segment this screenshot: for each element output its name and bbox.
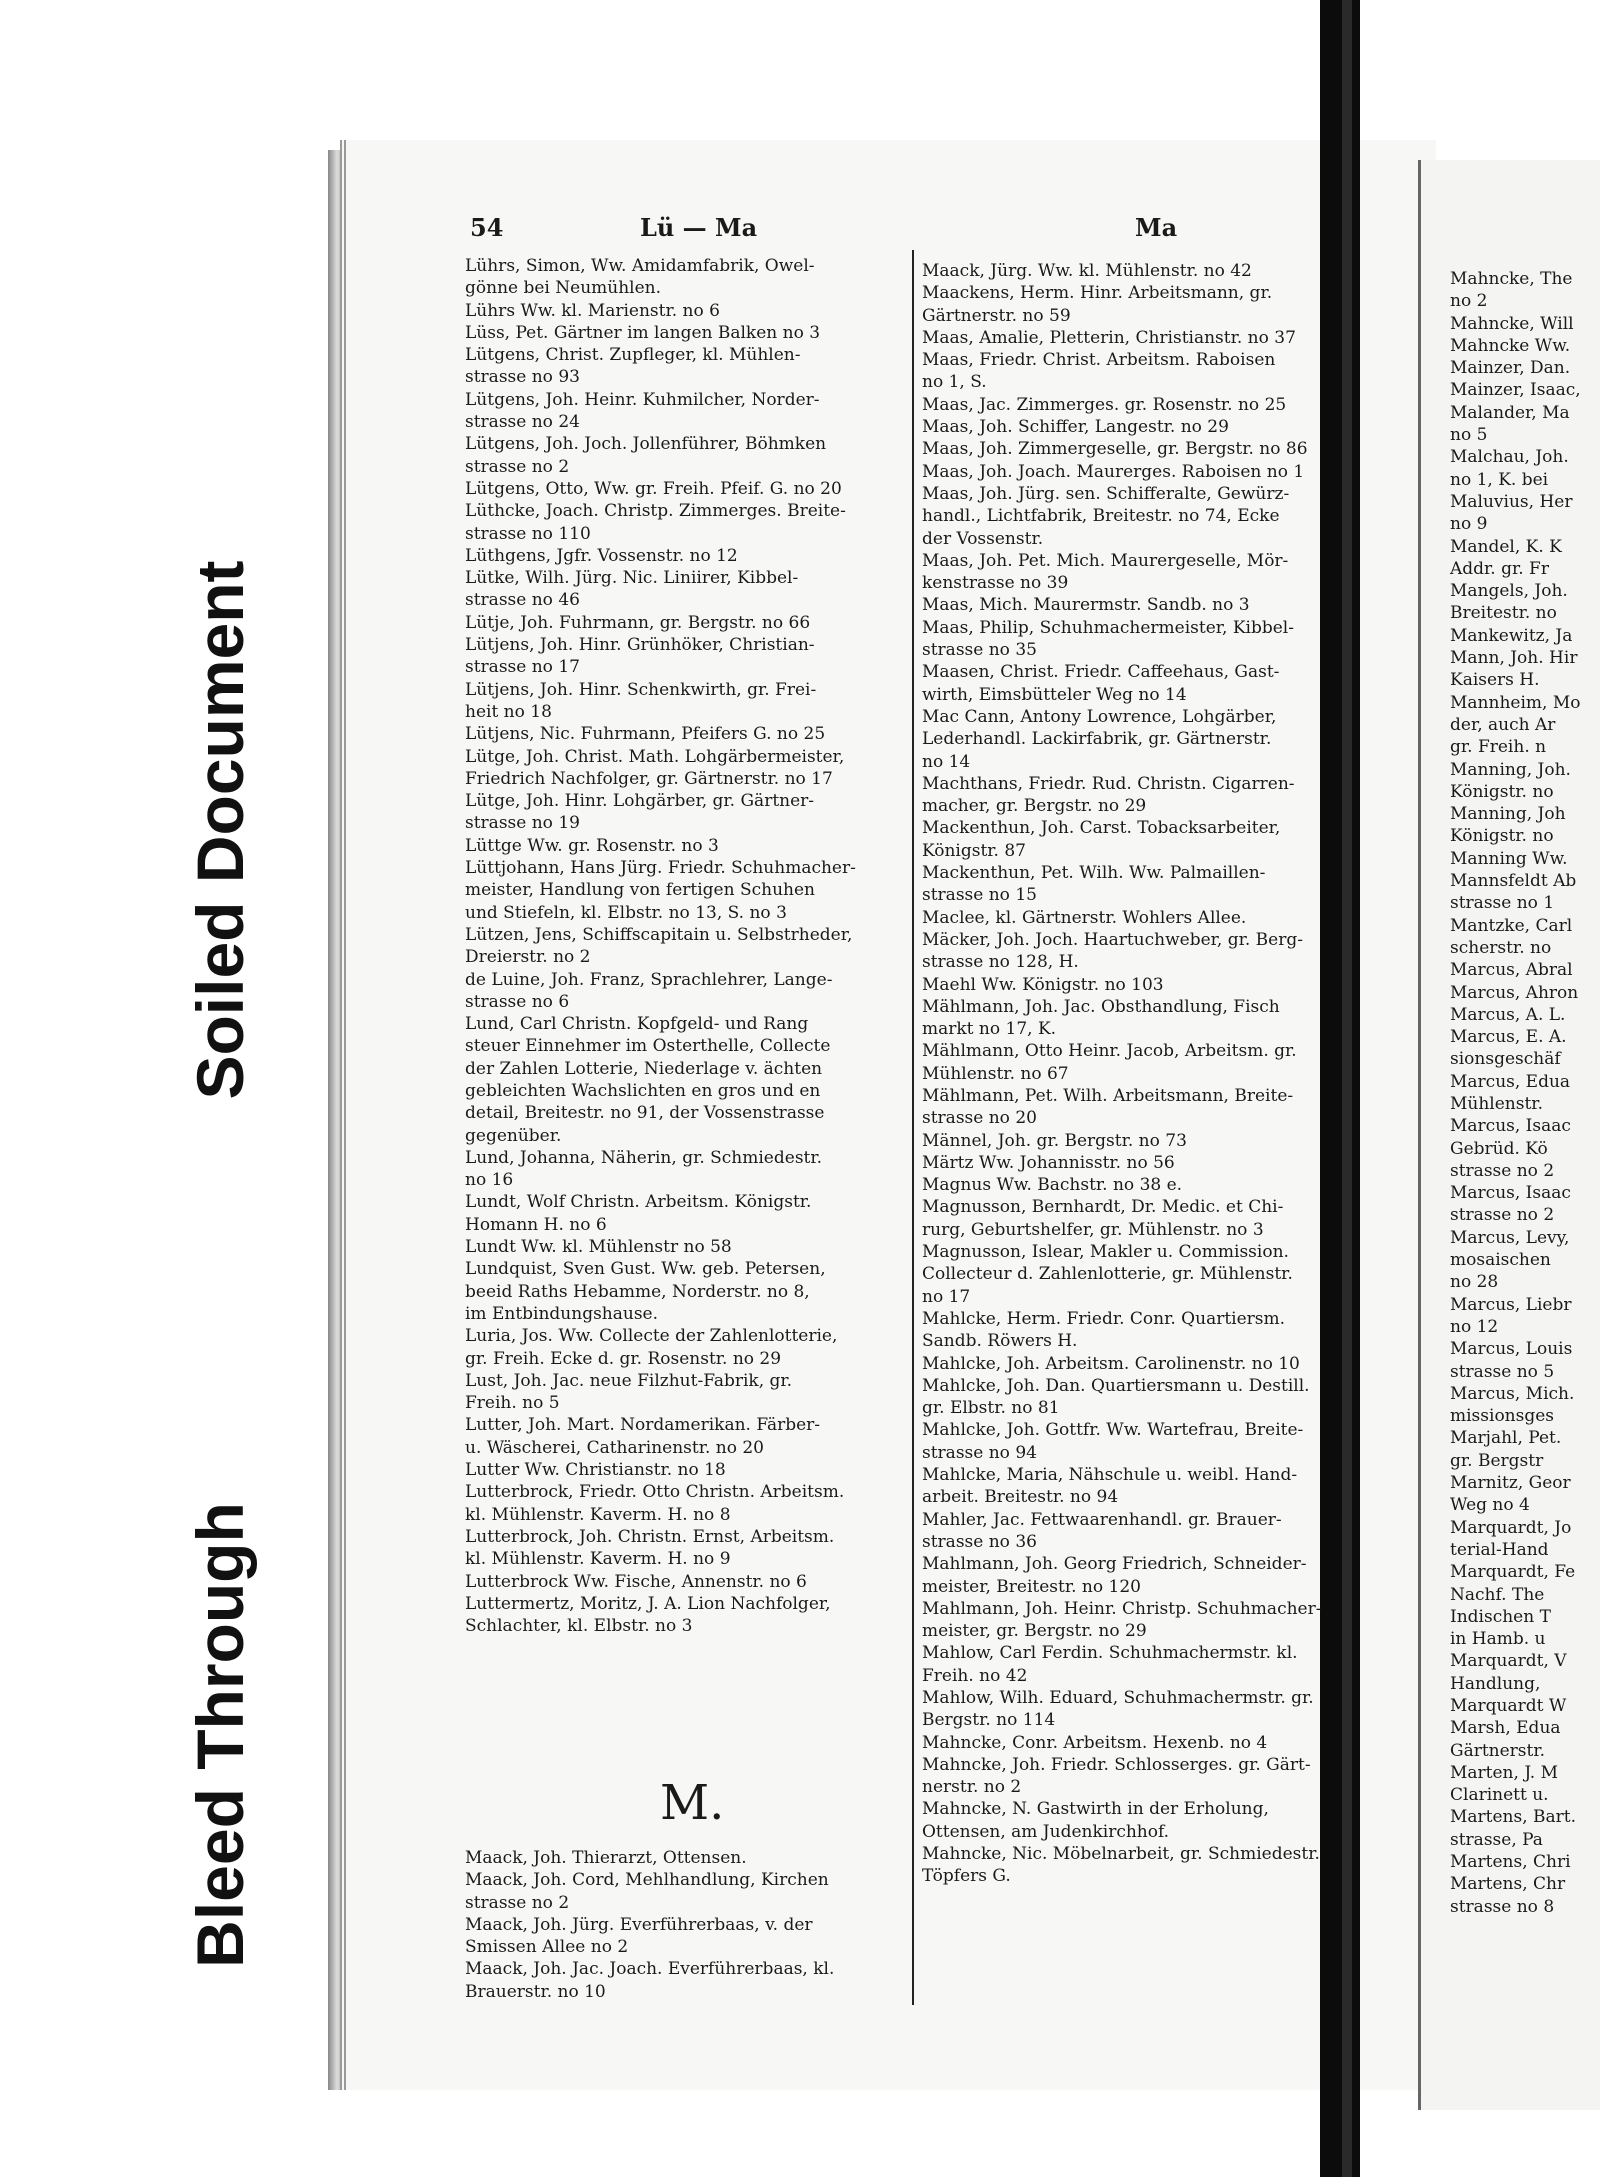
directory-line: scherstr. no <box>1450 937 1552 958</box>
directory-line: arbeit. Breitestr. no 94 <box>922 1487 1119 1508</box>
directory-line: Marcus, Levy, <box>1450 1227 1570 1248</box>
directory-line: no 17 <box>922 1286 971 1307</box>
directory-line: strasse no 2 <box>465 1892 570 1913</box>
directory-line: strasse no 93 <box>465 367 580 388</box>
directory-line: Mankewitz, Ja <box>1450 625 1573 646</box>
directory-line: Mahlcke, Herm. Friedr. Conr. Quartiersm. <box>922 1308 1286 1329</box>
directory-line: Männel, Joh. gr. Bergstr. no 73 <box>922 1130 1187 1151</box>
directory-line: strasse no 17 <box>465 657 580 678</box>
directory-line: Mahncke, N. Gastwirth in der Erholung, <box>922 1799 1269 1820</box>
directory-line: Maas, Joh. Pet. Mich. Maurergeselle, Mör- <box>922 550 1289 571</box>
directory-line: Lundt Ww. kl. Mühlenstr no 58 <box>465 1237 732 1258</box>
directory-line: Ottensen, am Judenkirchhof. <box>922 1821 1170 1842</box>
directory-line: Malchau, Joh. <box>1450 447 1569 468</box>
directory-line: Maehl Ww. Königstr. no 103 <box>922 974 1164 995</box>
directory-line: Mählmann, Joh. Jac. Obsthandlung, Fisch <box>922 996 1280 1017</box>
directory-line: Lutterbrock Ww. Fische, Annenstr. no 6 <box>465 1571 807 1592</box>
directory-line: gebleichten Wachslichten en gros und en <box>465 1080 821 1101</box>
directory-line: Marquardt, V <box>1450 1651 1567 1672</box>
directory-line: no 9 <box>1450 514 1488 535</box>
directory-line: Marjahl, Pet. <box>1450 1428 1562 1449</box>
directory-line: Marcus, Isaac <box>1450 1183 1571 1204</box>
directory-line: Lüthcke, Joach. Christp. Zimmerges. Breite- <box>465 501 846 522</box>
directory-line: Friedrich Nachfolger, gr. Gärtnerstr. no 17 <box>465 768 833 789</box>
directory-line: Breitestr. no <box>1450 603 1557 624</box>
directory-line: strasse no 5 <box>1450 1361 1555 1382</box>
directory-line: strasse no 15 <box>922 885 1037 906</box>
directory-line: meister, Breitestr. no 120 <box>922 1576 1141 1597</box>
directory-line: Mahncke, Joh. Friedr. Schlosserges. gr. Gärt- <box>922 1754 1311 1775</box>
directory-line: strasse no 35 <box>922 640 1037 661</box>
directory-line: rurg, Geburtshelfer, gr. Mühlenstr. no 3 <box>922 1219 1264 1240</box>
directory-line: und Stiefeln, kl. Elbstr. no 13, S. no 3 <box>465 902 787 923</box>
directory-line: Marcus, A. L. <box>1450 1004 1566 1025</box>
directory-line: Marnitz, Geor <box>1450 1473 1571 1494</box>
directory-line: Brauerstr. no 10 <box>465 1981 606 2002</box>
directory-line: Martens, Chri <box>1450 1852 1571 1873</box>
directory-line: Luttermertz, Moritz, J. A. Lion Nachfolger, <box>465 1593 831 1614</box>
directory-line: meister, Handlung von fertigen Schuhen <box>465 880 815 901</box>
directory-line: Lutterbrock, Joh. Christn. Ernst, Arbeitsm. <box>465 1526 835 1547</box>
directory-line: strasse no 94 <box>922 1442 1037 1463</box>
directory-line: gr. Bergstr <box>1450 1450 1544 1471</box>
directory-line: Mandel, K. K <box>1450 536 1562 557</box>
directory-line: Mannsfeldt Ab <box>1450 871 1577 892</box>
directory-line: strasse no 2 <box>1450 1205 1555 1226</box>
directory-line: strasse no 8 <box>1450 1896 1555 1917</box>
directory-line: Mählmann, Otto Heinr. Jacob, Arbeitsm. gr. <box>922 1041 1297 1062</box>
directory-line: Freih. no 42 <box>922 1665 1028 1686</box>
directory-line: kl. Mühlenstr. Kaverm. H. no 8 <box>465 1504 731 1525</box>
directory-line: Maack, Joh. Cord, Mehlhandlung, Kirchen <box>465 1870 829 1891</box>
directory-line: Mahlcke, Joh. Dan. Quartiersmann u. Destill. <box>922 1375 1310 1396</box>
directory-line: strasse no 1 <box>1450 893 1555 914</box>
directory-line: no 2 <box>1450 291 1488 312</box>
directory-line: Mantzke, Carl <box>1450 915 1573 936</box>
right-page-column <box>1450 268 1600 1918</box>
soiled-document-label: Soiled Document <box>183 560 257 1100</box>
directory-line: Marquardt, Fe <box>1450 1562 1576 1583</box>
directory-line: der Zahlen Lotterie, Niederlage v. ächten <box>465 1058 823 1079</box>
directory-line: Freih. no 5 <box>465 1393 560 1414</box>
directory-line: terial-Hand <box>1450 1539 1549 1560</box>
directory-line: Lundt, Wolf Christn. Arbeitsm. Königstr. <box>465 1192 812 1213</box>
directory-line: Marcus, Ahron <box>1450 982 1579 1003</box>
middle-column <box>922 260 1367 1888</box>
directory-line: Mahncke, Nic. Möbelnarbeit, gr. Schmiedestr. <box>922 1844 1320 1865</box>
directory-line: Kaisers H. <box>1450 670 1540 691</box>
directory-line: Mäcker, Joh. Joch. Haartuchweber, gr. Berg- <box>922 929 1303 950</box>
directory-line: Martens, Chr <box>1450 1874 1566 1895</box>
directory-line: Maack, Joh. Jac. Joach. Everführerbaas, kl. <box>465 1959 835 1980</box>
directory-line: Dreierstr. no 2 <box>465 947 591 968</box>
directory-line: Magnus Ww. Bachstr. no 38 e. <box>922 1175 1183 1196</box>
directory-line: Mac Cann, Antony Lowrence, Lohgärber, <box>922 706 1277 727</box>
directory-line: kl. Mühlenstr. Kaverm. H. no 9 <box>465 1549 731 1570</box>
section-letter: M. <box>660 1775 725 1831</box>
directory-line: Maack, Jürg. Ww. kl. Mühlenstr. no 42 <box>922 261 1252 281</box>
directory-line: heit no 18 <box>465 701 552 722</box>
directory-line: sionsgeschäf <box>1450 1049 1561 1070</box>
directory-line: Magnusson, Bernhardt, Dr. Medic. et Chi- <box>922 1197 1284 1218</box>
directory-line: Mahlcke, Joh. Arbeitsm. Carolinenstr. no 10 <box>922 1353 1300 1374</box>
directory-line: Smissen Allee no 2 <box>465 1937 629 1958</box>
directory-line: u. Wäscherei, Catharinenstr. no 20 <box>465 1437 764 1458</box>
directory-line: Schlachter, kl. Elbstr. no 3 <box>465 1616 693 1637</box>
directory-line: Magnusson, Islear, Makler u. Commission. <box>922 1242 1289 1263</box>
directory-line: strasse no 128, H. <box>922 952 1079 973</box>
directory-line: Malander, Ma <box>1450 402 1570 423</box>
directory-line: Maas, Joh. Zimmergeselle, gr. Bergstr. no 86 <box>922 439 1308 460</box>
directory-line: Mahncke, Will <box>1450 313 1574 334</box>
column-rule <box>912 250 914 2005</box>
directory-line: Lüthgens, Jgfr. Vossenstr. no 12 <box>465 545 738 566</box>
directory-line: Mackenthun, Joh. Carst. Tobacksarbeiter, <box>922 818 1281 839</box>
directory-line: Lütge, Joh. Hinr. Lohgärber, gr. Gärtner- <box>465 791 815 812</box>
directory-line: Lührs, Simon, Ww. Amidamfabrik, Owel- <box>465 256 815 276</box>
directory-line: beeid Raths Hebamme, Norderstr. no 8, <box>465 1281 810 1302</box>
directory-line: gr. Elbstr. no 81 <box>922 1398 1060 1419</box>
directory-line: Mahncke Ww. <box>1450 335 1571 356</box>
directory-line: der Vossenstr. <box>922 528 1044 549</box>
directory-line: Nachf. The <box>1450 1584 1545 1605</box>
directory-line: no 16 <box>465 1170 514 1191</box>
directory-line: Maas, Joh. Schiffer, Langestr. no 29 <box>922 417 1229 438</box>
directory-line: meister, gr. Bergstr. no 29 <box>922 1621 1147 1642</box>
directory-line: Marcus, Isaac <box>1450 1116 1571 1137</box>
directory-line: Lütjens, Nic. Fuhrmann, Pfeifers G. no 25 <box>465 724 826 745</box>
directory-line: Königstr. no <box>1450 826 1554 847</box>
left-column <box>465 255 910 1637</box>
directory-line: Lund, Johanna, Näherin, gr. Schmiedestr. <box>465 1147 823 1168</box>
directory-line: Marquardt W <box>1450 1696 1567 1716</box>
directory-line: strasse, Pa <box>1450 1829 1543 1850</box>
directory-line: Lundquist, Sven Gust. Ww. geb. Petersen, <box>465 1259 826 1280</box>
directory-line: Manning Ww. <box>1450 848 1568 869</box>
directory-line: strasse no 2 <box>1450 1160 1555 1181</box>
directory-line: no 1, S. <box>922 372 987 393</box>
directory-line: Luria, Jos. Ww. Collecte der Zahlenlotterie, <box>465 1326 838 1347</box>
directory-line: Marcus, Louis <box>1450 1339 1573 1360</box>
directory-line: Manning, Joh. <box>1450 759 1571 780</box>
directory-line: Mainzer, Dan. <box>1450 358 1571 379</box>
directory-line: Maack, Joh. Thierarzt, Ottensen. <box>465 1848 747 1868</box>
directory-line: der, auch Ar <box>1450 714 1556 735</box>
directory-line: Mählmann, Pet. Wilh. Arbeitsmann, Breite- <box>922 1085 1294 1106</box>
directory-line: Mahncke, The <box>1450 269 1573 289</box>
directory-line: Lütjens, Joh. Hinr. Schenkwirth, gr. Frei- <box>465 679 817 700</box>
directory-line: Manning, Joh <box>1450 804 1566 825</box>
directory-line: Addr. gr. Fr <box>1450 558 1549 579</box>
directory-line: Königstr. no <box>1450 781 1554 802</box>
directory-line: gr. Freih. n <box>1450 737 1547 758</box>
directory-line: Mühlenstr. <box>1450 1093 1543 1114</box>
directory-line: Marsh, Edua <box>1450 1718 1561 1739</box>
directory-line: wirth, Eimsbütteler Weg no 14 <box>922 684 1187 705</box>
directory-line: strasse no 19 <box>465 813 580 834</box>
directory-line: mosaischen <box>1450 1250 1551 1271</box>
directory-line: no 28 <box>1450 1272 1499 1293</box>
directory-line: Gärtnerstr. no 59 <box>922 305 1071 326</box>
directory-line: Töpfers G. <box>922 1866 1011 1887</box>
directory-line: Clarinett u. <box>1450 1785 1549 1806</box>
directory-line: Lüss, Pet. Gärtner im langen Balken no 3 <box>465 322 821 343</box>
directory-line: Marcus, Abral <box>1450 960 1573 981</box>
directory-line: Weg no 4 <box>1450 1495 1530 1516</box>
directory-line: Maclee, kl. Gärtnerstr. Wohlers Allee. <box>922 907 1247 928</box>
directory-line: steuer Einnehmer im Osterthelle, Collecte <box>465 1036 831 1057</box>
directory-line: Bergstr. no 114 <box>922 1710 1056 1731</box>
directory-line: Lutterbrock, Friedr. Otto Christn. Arbeitsm. <box>465 1482 845 1503</box>
directory-line: macher, gr. Bergstr. no 29 <box>922 796 1147 817</box>
directory-line: Lütje, Joh. Fuhrmann, gr. Bergstr. no 66 <box>465 612 811 633</box>
directory-line: handl., Lichtfabrik, Breitestr. no 74, Ecke <box>922 506 1280 527</box>
directory-line: Sandb. Röwers H. <box>922 1331 1078 1352</box>
directory-line: Mahler, Jac. Fettwaarenhandl. gr. Brauer- <box>922 1509 1282 1530</box>
directory-line: Maas, Amalie, Pletterin, Christianstr. no 37 <box>922 327 1296 348</box>
directory-line: Lust, Joh. Jac. neue Filzhut-Fabrik, gr. <box>465 1370 793 1391</box>
directory-line: de Luine, Joh. Franz, Sprachlehrer, Lange- <box>465 969 833 990</box>
directory-line: Martens, Bart. <box>1450 1807 1577 1828</box>
directory-line: Collecteur d. Zahlenlotterie, gr. Mühlenstr. <box>922 1264 1293 1285</box>
directory-line: Mainzer, Isaac, <box>1450 380 1581 401</box>
directory-line: Mahlow, Wilh. Eduard, Schuhmachermstr. gr. <box>922 1688 1314 1708</box>
directory-line: Mahlow, Carl Ferdin. Schuhmachermstr. kl. <box>922 1643 1298 1664</box>
directory-line: Homann H. no 6 <box>465 1214 607 1235</box>
directory-line: Handlung, <box>1450 1673 1541 1694</box>
directory-line: Lütke, Wilh. Jürg. Nic. Liniirer, Kibbel- <box>465 568 799 589</box>
directory-line: strasse no 6 <box>465 991 570 1012</box>
directory-line: strasse no 20 <box>922 1108 1037 1129</box>
directory-line: kenstrasse no 39 <box>922 573 1069 594</box>
directory-line: Marten, J. M <box>1450 1762 1559 1783</box>
directory-line: Lutter Ww. Christianstr. no 18 <box>465 1460 726 1481</box>
directory-line: in Hamb. u <box>1450 1629 1546 1650</box>
directory-line: Maack, Joh. Jürg. Everführerbaas, v. der <box>465 1914 813 1935</box>
directory-line: Lütjens, Joh. Hinr. Grünhöker, Christian- <box>465 635 815 656</box>
directory-line: Maas, Jac. Zimmerges. gr. Rosenstr. no 25 <box>922 394 1287 415</box>
directory-line: Lütgens, Joh. Heinr. Kuhmilcher, Norder- <box>465 389 820 410</box>
directory-line: Marcus, Edua <box>1450 1071 1571 1092</box>
directory-line: no 12 <box>1450 1316 1499 1337</box>
left-running-title: Lü — Ma <box>640 213 758 242</box>
directory-line: Maas, Friedr. Christ. Arbeitsm. Raboisen <box>922 350 1276 371</box>
directory-line: Lüttge Ww. gr. Rosenstr. no 3 <box>465 835 719 856</box>
directory-line: Lütgens, Otto, Ww. gr. Freih. Pfeif. G. no 20 <box>465 478 842 499</box>
directory-line: Lütgens, Joh. Joch. Jollenführer, Böhmken <box>465 434 827 455</box>
directory-line: Marcus, E. A. <box>1450 1027 1567 1048</box>
directory-line: Königstr. 87 <box>922 840 1027 861</box>
directory-line: Machthans, Friedr. Rud. Christn. Cigarren- <box>922 773 1295 794</box>
page-number: 54 <box>470 213 504 242</box>
directory-line: Märtz Ww. Johannisstr. no 56 <box>922 1152 1175 1173</box>
directory-line: Lührs Ww. kl. Marienstr. no 6 <box>465 300 720 321</box>
directory-line: Lederhandl. Lackirfabrik, gr. Gärtnerstr. <box>922 729 1272 750</box>
directory-line: strasse no 36 <box>922 1531 1037 1552</box>
directory-line: Maas, Philip, Schuhmachermeister, Kibbel- <box>922 617 1294 638</box>
directory-line: Gebrüd. Kö <box>1450 1138 1548 1159</box>
directory-line: Mühlenstr. no 67 <box>922 1063 1069 1084</box>
directory-line: Mahlcke, Joh. Gottfr. Ww. Wartefrau, Breite- <box>922 1420 1304 1441</box>
directory-line: Mangels, Joh. <box>1450 581 1568 602</box>
directory-line: Lutter, Joh. Mart. Nordamerikan. Färber- <box>465 1415 821 1436</box>
directory-line: missionsges <box>1450 1406 1555 1427</box>
directory-line: nerstr. no 2 <box>922 1777 1022 1798</box>
directory-line: Lund, Carl Christn. Kopfgeld- und Rang <box>465 1014 809 1035</box>
directory-line: no 1, K. bei <box>1450 469 1549 490</box>
directory-line: gr. Freih. Ecke d. gr. Rosenstr. no 29 <box>465 1348 782 1369</box>
directory-line: strasse no 2 <box>465 456 570 477</box>
directory-line: Lüttjohann, Hans Jürg. Friedr. Schuhmacher- <box>465 858 856 879</box>
directory-line: strasse no 46 <box>465 590 580 611</box>
directory-line: Mann, Joh. Hir <box>1450 648 1578 669</box>
directory-line: markt no 17, K. <box>922 1019 1057 1040</box>
directory-line: Marcus, Liebr <box>1450 1294 1572 1315</box>
directory-line: Mahlcke, Maria, Nähschule u. weibl. Hand- <box>922 1465 1298 1486</box>
directory-line: Maluvius, Her <box>1450 491 1573 512</box>
left-column-m <box>465 1847 910 2003</box>
directory-line: Mahncke, Conr. Arbeitsm. Hexenb. no 4 <box>922 1732 1268 1753</box>
right-running-title: Ma <box>1135 213 1178 242</box>
directory-line: Maackens, Herm. Hinr. Arbeitsmann, gr. <box>922 283 1273 304</box>
directory-line: Lütge, Joh. Christ. Math. Lohgärbermeister, <box>465 746 845 767</box>
directory-line: Indischen T <box>1450 1606 1551 1627</box>
directory-line: Maas, Joh. Jürg. sen. Schifferalte, Gewürz- <box>922 483 1290 504</box>
directory-line: Maas, Mich. Maurermstr. Sandb. no 3 <box>922 595 1250 616</box>
directory-line: Mackenthun, Pet. Wilh. Ww. Palmaillen- <box>922 863 1266 884</box>
directory-line: Gärtnerstr. <box>1450 1740 1546 1761</box>
directory-line: no 14 <box>922 751 971 772</box>
directory-line: Marcus, Mich. <box>1450 1383 1575 1404</box>
directory-line: strasse no 24 <box>465 412 580 433</box>
directory-line: detail, Breitestr. no 91, der Vossenstrasse <box>465 1103 825 1124</box>
directory-line: Mannheim, Mo <box>1450 692 1581 713</box>
directory-line: Maas, Joh. Joach. Maurerges. Raboisen no 1 <box>922 461 1305 482</box>
directory-line: Mahlmann, Joh. Georg Friedrich, Schneider- <box>922 1554 1307 1575</box>
directory-line: no 5 <box>1450 425 1488 446</box>
directory-line: Maasen, Christ. Friedr. Caffeehaus, Gast- <box>922 662 1280 683</box>
bleed-through-label: Bleed Through <box>183 1502 257 1968</box>
directory-line: Mahlmann, Joh. Heinr. Christp. Schuhmacher- <box>922 1598 1322 1619</box>
directory-line: im Entbindungshause. <box>465 1303 659 1324</box>
directory-line: gegenüber. <box>465 1125 562 1146</box>
directory-line: Marquardt, Jo <box>1450 1517 1572 1538</box>
directory-line: gönne bei Neumühlen. <box>465 278 662 299</box>
directory-line: strasse no 110 <box>465 523 591 544</box>
directory-line: Lütgens, Christ. Zupfleger, kl. Mühlen- <box>465 345 801 366</box>
directory-line: Lützen, Jens, Schiffscapitain u. Selbstrheder, <box>465 924 853 945</box>
